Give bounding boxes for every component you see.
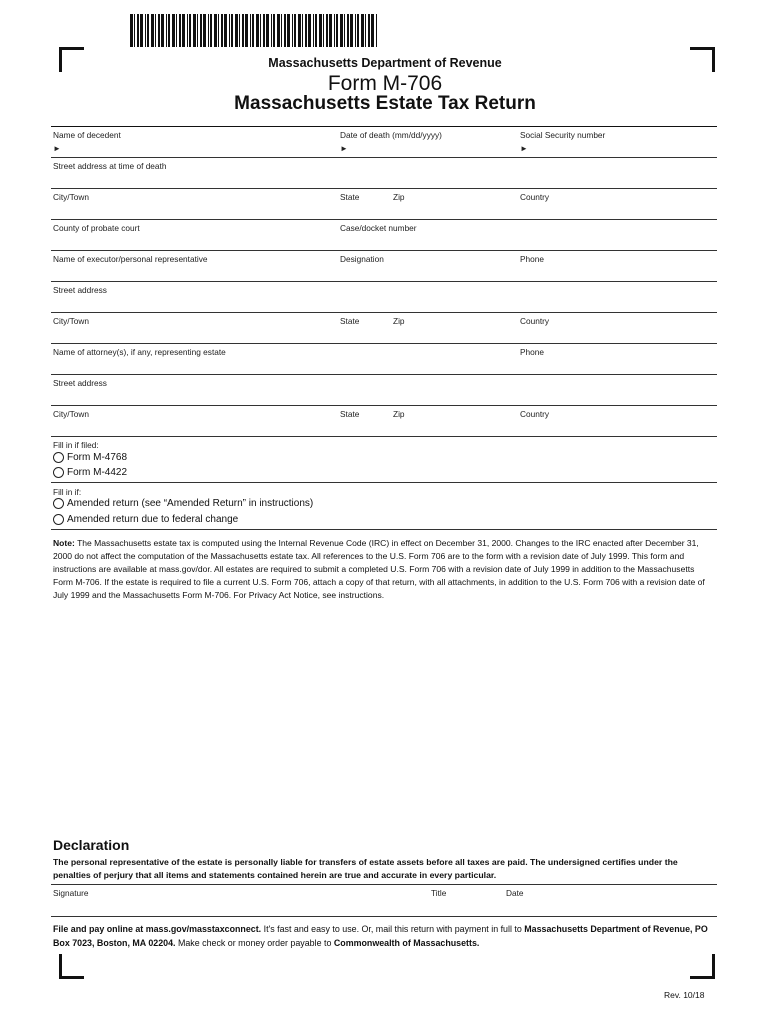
file-online-link[interactable]: File and pay online at mass.gov/masstaxconnect. — [53, 924, 262, 934]
attorney-name-label: Name of attorney(s), if any, representing estate — [53, 347, 226, 357]
radio-circle-icon[interactable] — [53, 498, 64, 509]
radio-circle-icon[interactable] — [53, 467, 64, 478]
divider — [51, 188, 717, 189]
executor-city-label: City/Town — [53, 316, 89, 326]
form-title: Massachusetts Estate Tax Return — [234, 93, 536, 114]
mailing-address: Massachusetts Department of Revenue, PO Box 7023, Boston, MA 02204. — [53, 924, 708, 948]
divider — [51, 157, 717, 158]
option-label: Amended return (see “Amended Return” in instructions) — [67, 498, 314, 509]
divider — [51, 250, 717, 251]
divider — [51, 916, 717, 917]
revision-date: Rev. 10/18 — [664, 990, 705, 1000]
payee-name: Commonwealth of Massachusetts. — [333, 938, 480, 948]
form-m4768-option[interactable] — [53, 452, 127, 463]
form-m4422-option[interactable] — [53, 467, 127, 478]
ssn-label: Social Security number — [520, 130, 606, 140]
attorney-country-label: Country — [520, 409, 550, 419]
radio-circle-icon[interactable] — [53, 514, 64, 525]
note-label: Note: — [53, 538, 75, 548]
divider — [51, 374, 717, 375]
declaration-heading: Declaration — [53, 837, 130, 853]
executor-country-label: Country — [520, 316, 550, 326]
divider — [51, 482, 717, 483]
divider — [51, 281, 717, 282]
case-docket-label: Case/docket number — [340, 223, 417, 233]
street-at-death-label: Street address at time of death — [53, 161, 167, 171]
zip-label: Zip — [393, 192, 405, 202]
country-label: Country — [520, 192, 550, 202]
divider — [51, 312, 717, 313]
attorney-zip-label: Zip — [393, 409, 405, 419]
barcode-icon — [130, 14, 380, 47]
executor-zip-label: Zip — [393, 316, 405, 326]
divider — [51, 436, 717, 437]
executor-state-label: State — [340, 316, 360, 326]
ssn-field[interactable]: ► — [520, 144, 528, 153]
divider — [51, 343, 717, 344]
form-number: Form M-706 — [327, 72, 443, 95]
option-label: Form M-4768 — [67, 452, 128, 463]
signature-label: Signature — [53, 888, 89, 898]
option-label: Form M-4422 — [67, 467, 128, 478]
filing-text: It's fast and easy to use. Or, mail this return with payment in full to — [261, 924, 525, 934]
attorney-street-label: Street address — [53, 378, 107, 388]
divider — [51, 884, 717, 885]
title-label: Title — [431, 888, 447, 898]
option-label: Amended return due to federal change — [67, 514, 239, 525]
amended-return-option[interactable] — [53, 498, 313, 509]
date-of-death-field[interactable]: ► — [340, 144, 348, 153]
executor-phone-label: Phone — [520, 254, 544, 264]
fill-if-label: Fill in if: — [53, 487, 82, 497]
county-probate-label: County of probate court — [53, 223, 140, 233]
decedent-name-field[interactable]: ► — [53, 144, 61, 153]
corner-mark-bottom-right — [690, 954, 715, 979]
fill-if-filed-label: Fill in if filed: — [53, 440, 99, 450]
divider — [51, 219, 717, 220]
city-town-label: City/Town — [53, 192, 89, 202]
state-label: State — [340, 192, 360, 202]
date-label: Date — [506, 888, 524, 898]
corner-mark-bottom-left — [59, 954, 84, 979]
executor-street-label: Street address — [53, 285, 107, 295]
check-text: Make check or money order payable to — [175, 938, 334, 948]
amended-federal-option[interactable] — [53, 514, 238, 525]
department-name: Massachusetts Department of Revenue — [268, 56, 502, 70]
date-of-death-label: Date of death (mm/dd/yyyy) — [340, 130, 442, 140]
note-paragraph — [53, 537, 715, 602]
radio-circle-icon[interactable] — [53, 452, 64, 463]
filing-instructions — [53, 922, 717, 950]
declaration-text: The personal representative of the estate is personally liable for transfers of estate assets before all taxes are paid. The undersigned certifies under the penalties of perjury that all items and statements contained herein are true and accurate in every particular. — [53, 857, 678, 880]
attorney-city-label: City/Town — [53, 409, 89, 419]
attorney-state-label: State — [340, 409, 360, 419]
divider — [51, 405, 717, 406]
executor-name-label: Name of executor/personal representative — [53, 254, 208, 264]
decedent-name-label: Name of decedent — [53, 130, 121, 140]
attorney-phone-label: Phone — [520, 347, 544, 357]
divider — [51, 126, 717, 127]
designation-label: Designation — [340, 254, 384, 264]
divider — [51, 529, 717, 530]
note-text: The Massachusetts estate tax is computed using the Internal Revenue Code (IRC) in effect on December 31, 2000. Changes to the IRC enacted after December 31, 2000 do not affect the computation of the Massachusetts estate tax. All references to the U.S. Form 706 are to the form with a revision date of July 1999. This form and instructions are available at mass.gov/dor. All estates are required to submit a completed U.S. Form 706 with a revision date of July 1999 in addition to the Massachusetts Form M-706. If the estate is required to file a current U.S. Form 706, attach a copy of that return, with all attachments, in addition to the U.S. Form 706 with a revision date of July 1999 and the Massachusetts Form M-706. For Privacy Act Notice, see instructions. — [53, 538, 705, 601]
